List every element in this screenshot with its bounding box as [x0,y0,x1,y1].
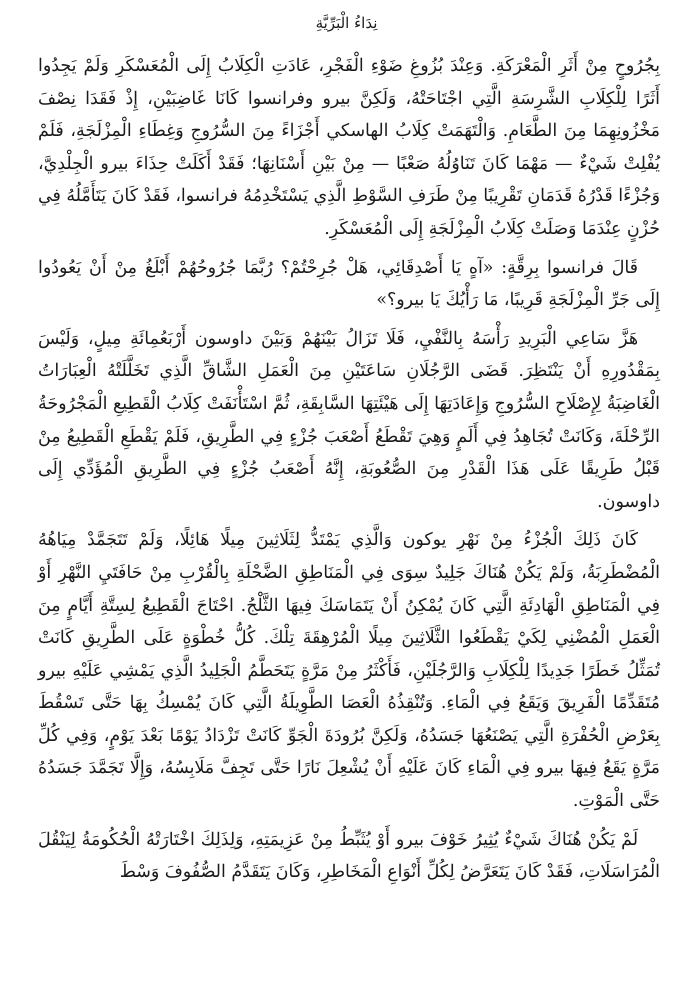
paragraph: كَانَ ذَلِكَ الْجُزْءُ مِنْ نَهْرِ يوكون وَالَّذِي يَمْتَدُّ لِثَلَاثِينَ مِيلًا هَائِلًا، وَلَمْ تَتَجَمَّدْ مِيَاهُهُ الْمُضْطَرِبَةُ، وَلَمْ يَكُنْ هُنَاكَ جَلِيدٌ سِوَى فِي الْمَنَاطِقِ الضَّحْلَةِ بِالْقُرْبِ مِنْ حَافَتَيِ النَّهْرِ أَوْ فِي الْمَنَاطِقِ الْهَادِئَةِ الَّتِي كَانَ يُمْكِنُ أَنْ يَتَمَاسَكَ فِيهَا الثَّلْجُ. احْتَاجَ الْقَطِيعُ لِسِتَّةِ أَيَّامٍ مِنَ الْعَمَلِ الْمُضْنِي لِكَيْ يَقْطَعُوا الثَّلَاثِينَ مِيلًا الْمُرْهِقَةَ تِلْكَ. كُلُّ خُطْوَةٍ عَلَى الطَّرِيقِ كَانَتْ تُمَثِّلُ خَطَرًا جَدِيدًا لِلْكِلَابِ وَالرَّجُلَيْنِ، فَأَكْثَرُ مِنْ مَرَّةٍ يَتَحَطَّمُ الْجَلِيدُ الَّذِي يَمْشِي عَلَيْهِ بيرو مُتَقَدِّمًا الْفَرِيقَ وَيَقَعُ فِي الْمَاءِ. وَتُنْقِذُهُ الْعَصَا الطَّوِيلَةُ الَّتِي كَانَ يُمْسِكُ بِهَا حَتَّى تَسْقُطَ بِعَرْضِ الْحُفْرَةِ الَّتِي يَصْنَعُهَا جَسَدُهُ، وَلَكِنَّ بُرُودَةَ الْجَوِّ كَانَتْ تَزْدَادُ يَوْمًا بَعْدَ يَوْمٍ، وَفِي كُلِّ مَرَّةٍ يَقَعُ فِيهَا بيرو فِي الْمَاءِ كَانَ عَلَيْهِ أَنْ يُشْعِلَ نَارًا حَتَّى تَجِفَّ مَلَابِسُهُ، وَإِلَّا تَجَمَّدَ جَسَدُهُ حَتَّى الْمَوْتِ. [38,530,660,812]
paragraph: بِجُرُوحٍ مِنْ أَثَرِ الْمَعْرَكَةِ. وَعِنْدَ بُزُوغِ ضَوْءِ الْفَجْرِ، عَادَتِ الْكِلَابُ إِلَى الْمُعَسْكَرِ وَلَمْ يَجِدُوا أَثَرًا لِلْكِلَابِ الشَّرِسَةِ الَّتِي اجْتَاحَتْهُ، وَلَكِنَّ بيرو وفرانسوا كَانَا غَاضِبَيْنِ، إِذْ فَقَدَا نِصْفَ مَخْزُونِهِمَا مِنَ الطَّعَامِ. وَالْتَهَمَتْ كِلَابُ الهاسكي أَجْزَاءً مِنَ السُّرُوجِ وَغِطَاءِ الْمِزْلَجَةِ، فَلَمْ يُفْلِتْ شَيْءٌ — مَهْمَا كَانَ تَنَاوُلُهُ صَعْبًا — مِنْ بَيْنِ أَسْنَانِهَا؛ فَقَدْ أَكَلَتْ حِذَاءَ بيرو الْجِلْدِيَّ، وَجُزْءًا قَدْرُهُ قَدَمَانِ تَقْرِيبًا مِنْ طَرَفِ السَّوْطِ الَّذِي يَسْتَخْدِمُهُ فرانسوا، فَقَدْ كَانَ يَتَأَمَّلُهُ فِي حُزْنٍ عِنْدَمَا وَصَلَتْ كِلَابُ الْمِزْلَجَةِ إِلَى الْمُعَسْكَرِ. [38,56,660,239]
paragraph: قَالَ فرانسوا بِرِقَّةٍ: «آهٍ يَا أَصْدِقَائِي، هَلْ جُرِحْتُمْ؟ رُبَّمَا جُرُوحُهُمْ أَبْلَغُ مِنْ أَنْ يَعُودُوا إِلَى جَرِّ الْمِزْلَجَةِ قَرِيبًا، مَا رَأْيُكَ يَا بيرو؟» [38,257,660,311]
body-text [38,50,660,895]
paragraph: هَزَّ سَاعِي الْبَرِيدِ رَأْسَهُ بِالنَّفْيِ، فَلَا تَزَالُ بَيْنَهُمْ وَبَيْنَ داوسون أَرْبَعُمِائَةِ مِيلٍ، وَلَيْسَ بِمَقْدُورِهِ أَنْ يَنْتَظِرَ. قَضَى الرَّجُلَانِ سَاعَتَيْنِ مِنَ الْعَمَلِ الشَّاقِّ الَّذِي تَخَلَّلَتْهُ الْعِبَارَاتُ الْغَاضِبَةُ لِإِصْلَاحِ السُّرُوجِ وَإِعَادَتِهَا إِلَى هَيْئَتِهَا السَّابِقَةِ، ثُمَّ اسْتَأْنَفَتْ كِلَابُ الْقَطِيعِ الْمَجْرُوحَةُ الرِّحْلَةَ، وَكَانَتْ تُجَاهِدُ فِي أَلَمٍ وَهِيَ تَقْطَعُ أَصْعَبَ جُزْءٍ فِي الطَّرِيقِ، فَلَمْ يَقْطَعِ الْقَطِيعُ مِنْ قَبْلُ طَرِيقًا عَلَى هَذَا الْقَدْرِ مِنَ الصُّعُوبَةِ، إِنَّهُ أَصْعَبُ جُزْءٍ فِي الطَّرِيقِ الْمُؤَدِّي إِلَى داوسون. [38,328,660,512]
paragraph: لَمْ يَكُنْ هُنَاكَ شَيْءٌ يُثِيرُ خَوْفَ بيرو أَوْ يُثَبِّطُ مِنْ عَزِيمَتِهِ، وَلِذَلِكَ اخْتَارَتْهُ الْحُكُومَةُ لِيَنْقُلَ الْمُرَاسَلَاتِ، فَقَدْ كَانَ يَتَعَرَّضُ لِكُلِّ أَنْوَاعِ الْمَخَاطِرِ، وَكَانَ يَتَقَدَّمُ الصُّفُوفَ وَسْطَ [38,829,660,883]
running-header: نِدَاءُ الْبَرِّيَّةِ [315,14,378,32]
